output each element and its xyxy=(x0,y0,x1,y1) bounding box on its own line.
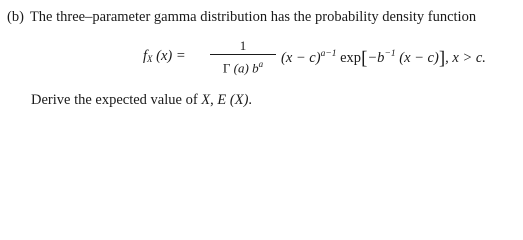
question-text: The three–parameter gamma distribution has the probability density function xyxy=(29,9,477,25)
question-statement xyxy=(7,9,476,26)
fraction-numerator: 1 xyxy=(239,38,247,53)
question-label: (b) xyxy=(7,9,24,25)
task-statement: Derive the expected value of X, E (X). xyxy=(31,92,253,108)
formula-lhs: $f_X$ (x) = xyxy=(143,48,186,64)
formula-fraction xyxy=(209,39,277,75)
fraction-bar xyxy=(210,54,276,55)
formula-rhs: $(x - c)^{a-1}$ $\exp[-b^{-1}$ (x − c)], x > c. xyxy=(281,48,486,69)
fraction-denominator: Γ (a) $b^a$ xyxy=(222,59,264,76)
